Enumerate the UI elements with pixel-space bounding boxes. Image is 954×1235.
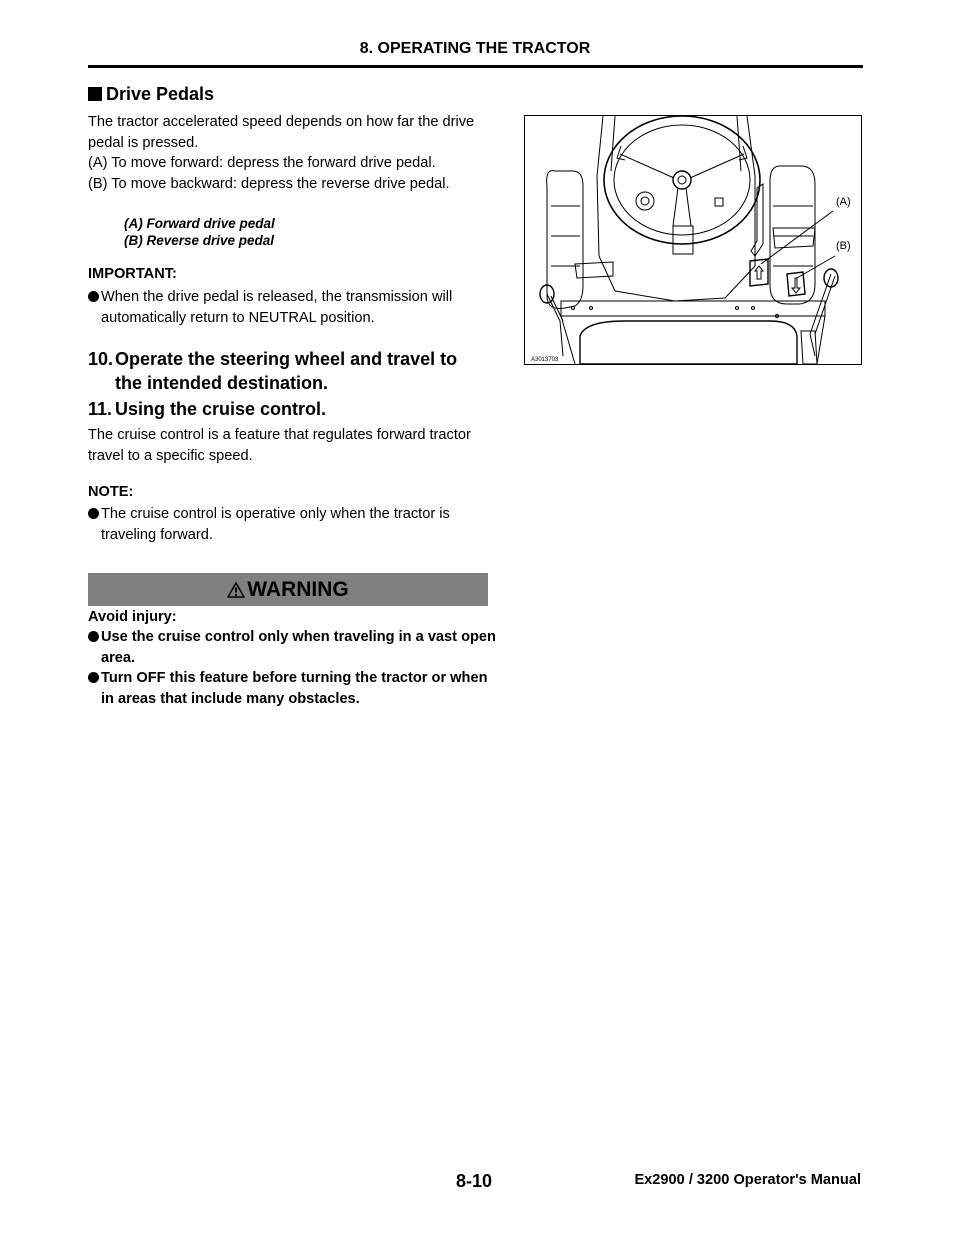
figure-label-a: (A) xyxy=(836,196,851,208)
warning-bullet-2: Turn OFF this feature before turning the tractor or when in areas that include many obstacles. xyxy=(88,668,501,709)
important-label: IMPORTANT: xyxy=(88,266,177,282)
manual-title: Ex2900 / 3200 Operator's Manual xyxy=(634,1172,861,1188)
backward-instruction: (B) To move backward: depress the reverse drive pedal. xyxy=(88,176,450,192)
cruise-description: The cruise control is a feature that regulates forward tractor travel to a specific speed. xyxy=(88,427,471,464)
step-10: 10. Operate the steering wheel and travel to the intended destination. xyxy=(88,349,458,393)
drive-pedal-figure xyxy=(524,115,862,365)
warning-title: WARNING xyxy=(247,577,349,601)
note-bullet: The cruise control is operative only when the tractor is traveling forward. xyxy=(88,504,501,545)
tractor-operator-station-illustration xyxy=(525,116,861,364)
warning-intro: Avoid injury: xyxy=(88,609,177,625)
step-11: 11. Using the cruise control. xyxy=(88,399,327,419)
figure-code: A3013703 xyxy=(531,357,559,363)
page-header-title: 8. OPERATING THE TRACTOR xyxy=(359,40,591,57)
bullet-dot-icon xyxy=(88,631,99,642)
square-bullet-icon xyxy=(88,87,102,101)
warning-bullet-1: Use the cruise control only when traveling in a vast open area. xyxy=(88,627,501,668)
bullet-dot-icon xyxy=(88,508,99,519)
warning-banner xyxy=(88,573,488,606)
section-title xyxy=(88,84,488,104)
bullet-dot-icon xyxy=(88,291,99,302)
caption-reverse-pedal: (B) Reverse drive pedal xyxy=(124,233,275,248)
important-bullet: When the drive pedal is released, the transmission will automatically return to NEUTRAL position. xyxy=(88,287,501,328)
page-number: 8-10 xyxy=(456,1171,493,1191)
section-title-text: Drive Pedals xyxy=(106,84,215,104)
section-intro: The tractor accelerated speed depends on how far the drive pedal is pressed. xyxy=(88,114,475,151)
caption-forward-pedal: (A) Forward drive pedal xyxy=(124,216,275,231)
warning-triangle-icon xyxy=(227,582,245,598)
forward-instruction: (A) To move forward: depress the forward drive pedal. xyxy=(88,155,436,171)
bullet-dot-icon xyxy=(88,672,99,683)
figure-label-b: (B) xyxy=(836,240,851,252)
note-label: NOTE: xyxy=(88,484,134,500)
header-rule xyxy=(88,65,863,68)
